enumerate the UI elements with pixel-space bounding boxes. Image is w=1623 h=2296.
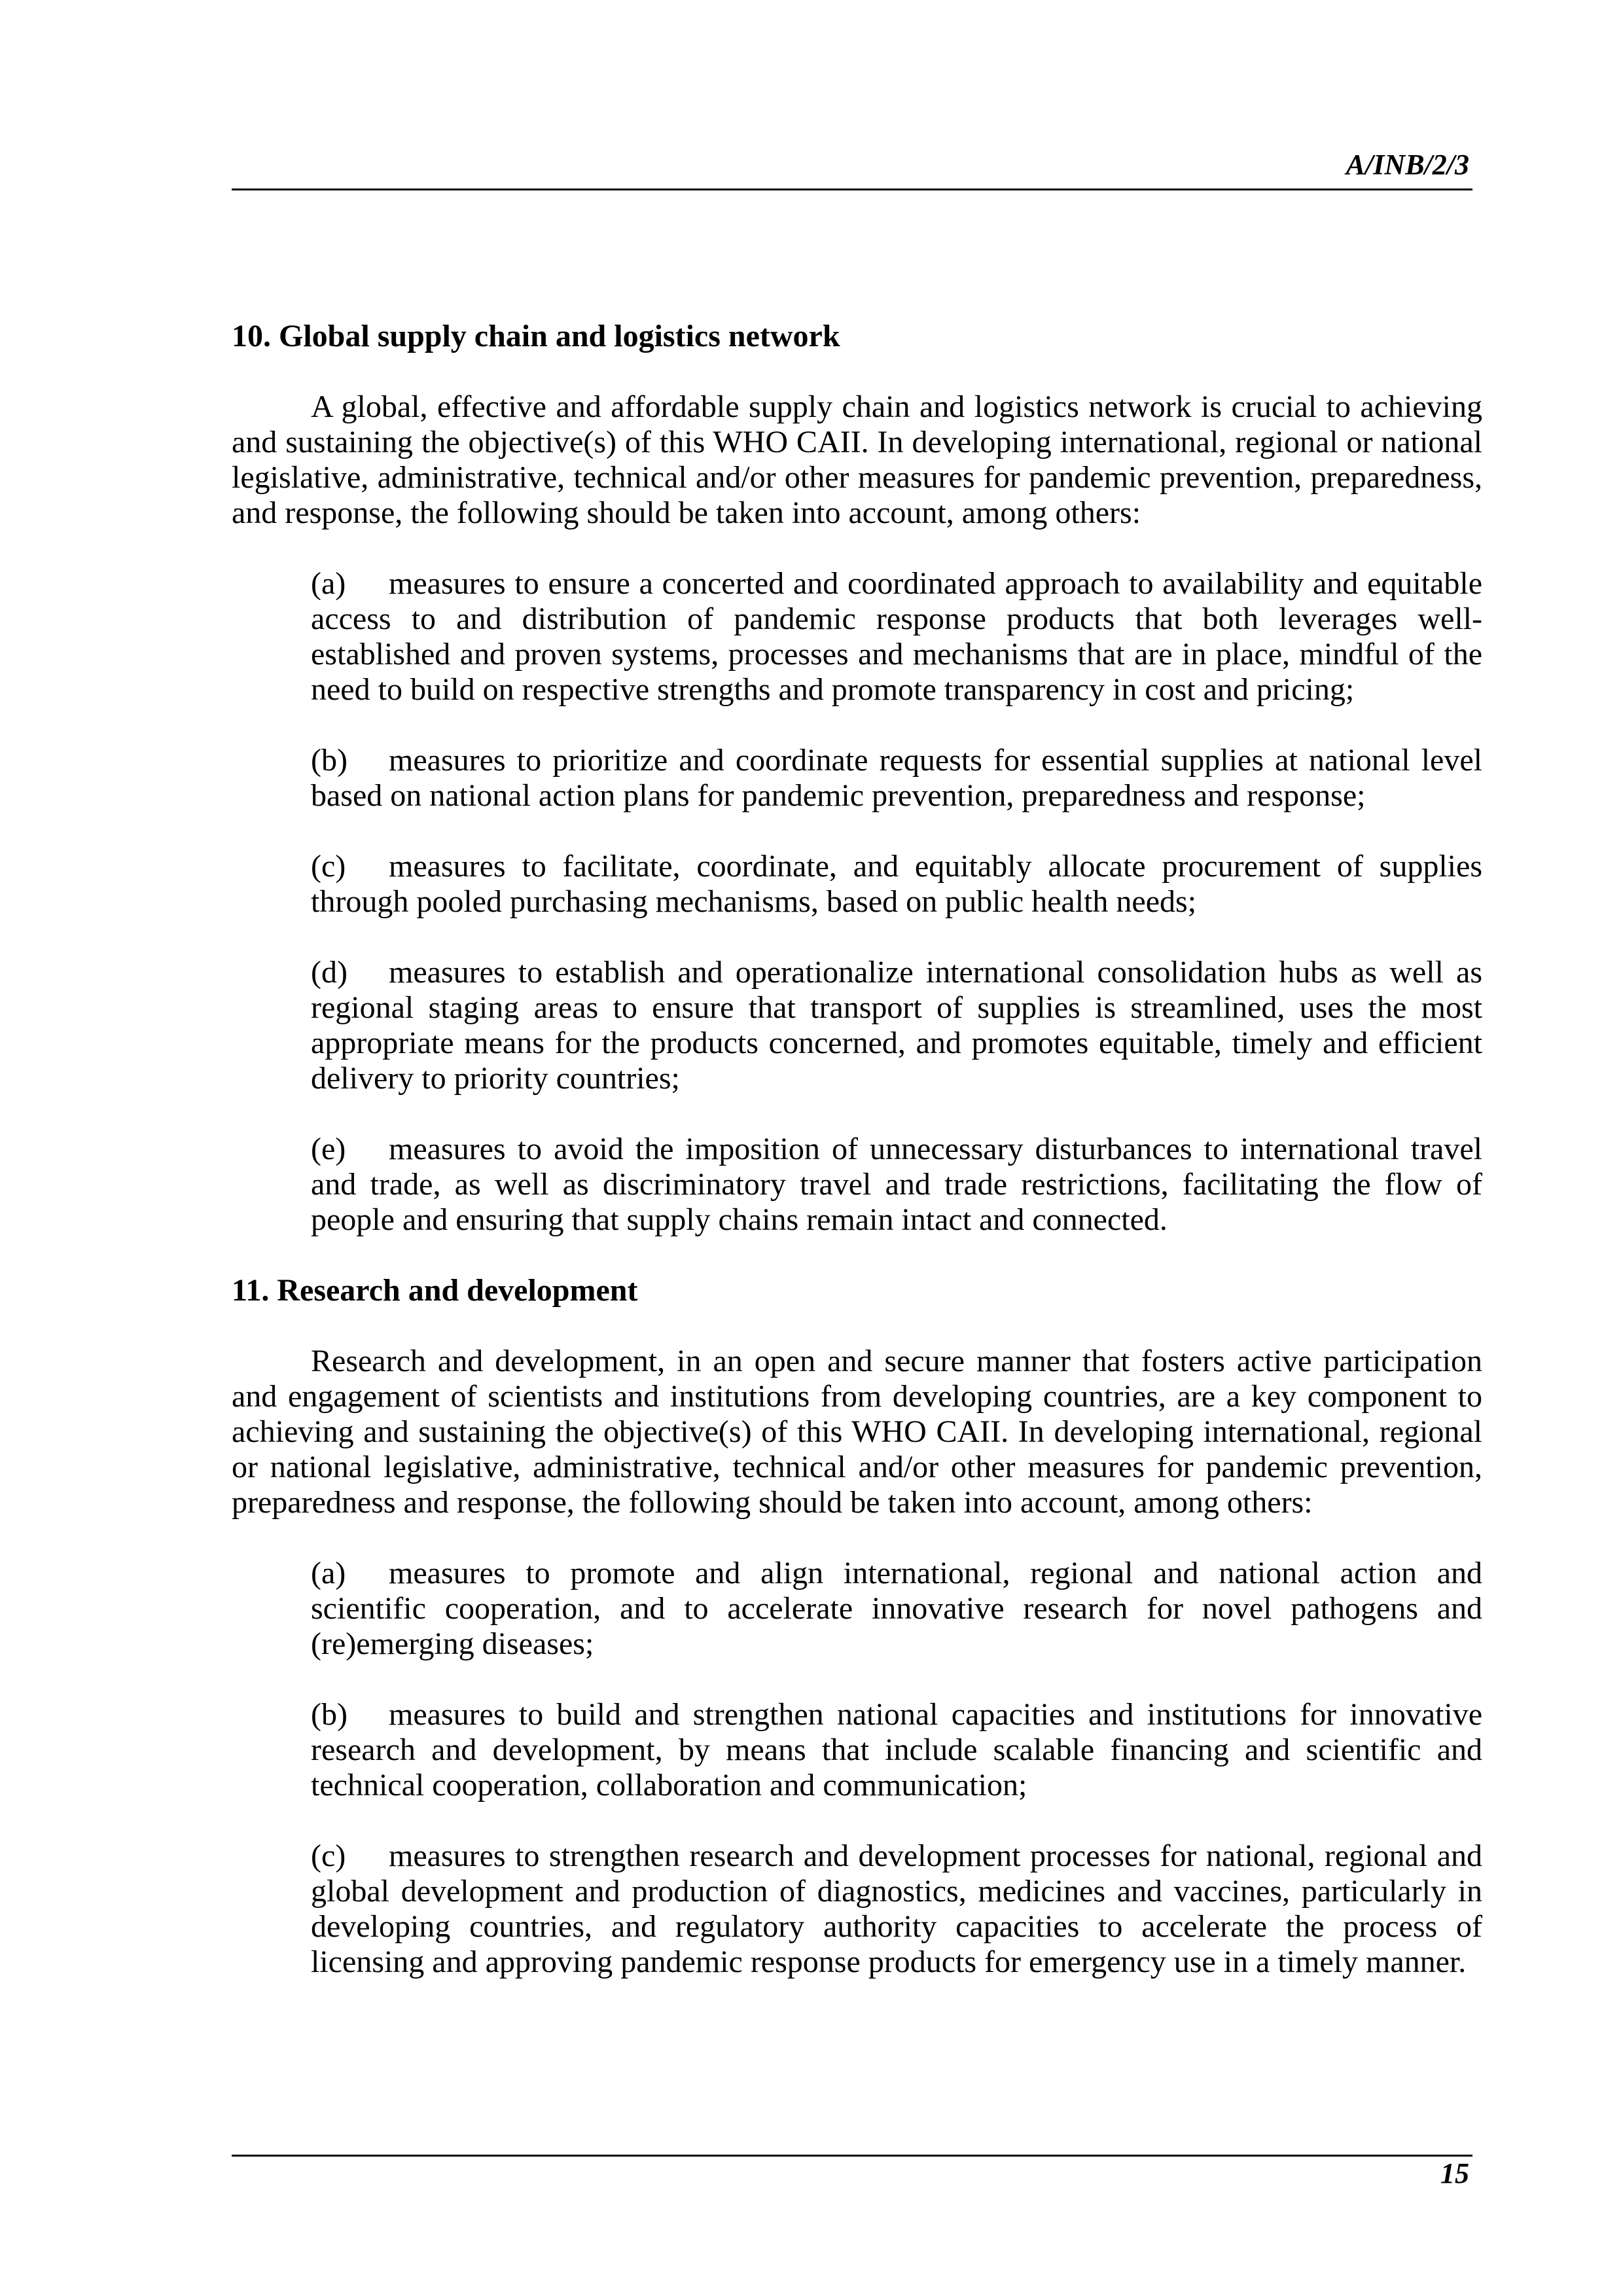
item-label: (a) (311, 566, 346, 601)
page-number: 15 (1440, 2157, 1469, 2189)
section-heading: 11. Research and development (232, 1273, 638, 1308)
document-symbol: A/INB/2/3 (1346, 149, 1469, 181)
item-label: (d) (311, 955, 348, 990)
item-label: (a) (311, 1556, 346, 1590)
list-item (311, 849, 1482, 920)
list-item (311, 1556, 1482, 1662)
item-text: measures to promote and align international, regional and national action and scientific cooperation, and to accelerate innovative research for novel pathogens and (re)emerging diseases; (311, 1556, 1482, 1661)
item-text: measures to avoid the imposition of unnecessary disturbances to international travel and trade, as well as discriminatory travel and trade restrictions, facilitating the flow of people and ensuring that supply chains remain intact and connected. (311, 1132, 1482, 1237)
list-item (311, 1839, 1482, 1980)
item-label: (c) (311, 849, 346, 884)
item-text: measures to facilitate, coordinate, and equitably allocate procurement of supplies through pooled purchasing mechanisms, based on public health needs; (311, 849, 1482, 919)
item-text: measures to strengthen research and development processes for national, regional and global development and production of diagnostics, medicines and vaccines, particularly in developing countries, and regulatory authority capacities to accelerate the process of licensing and approving pandemic response products for emergency use in a timely manner. (311, 1839, 1482, 1979)
item-text: measures to ensure a concerted and coordinated approach to availability and equitable access to and distribution of pandemic response products that both leverages well-established and proven systems, processes and mechanisms that are in place, mindful of the need to build on respective strengths and promote transparency in cost and pricing; (311, 566, 1482, 707)
footer-rule (232, 2155, 1472, 2157)
section-intro: A global, effective and affordable supply chain and logistics network is crucial to achieving and sustaining the objective(s) of this WHO CAII. In developing international, regional or national legislative, administrative, technical and/or other measures for pandemic prevention, preparedness, and response, the following should be taken into account, among others: (232, 389, 1482, 530)
item-label: (b) (311, 1697, 348, 1732)
list-item (311, 1697, 1482, 1803)
list-item (311, 955, 1482, 1096)
item-text: measures to build and strengthen national capacities and institutions for innovative research and development, by means that include scalable financing and scientific and technical cooperation, collaboration and communication; (311, 1697, 1482, 1803)
item-label: (c) (311, 1839, 346, 1873)
list-item (311, 566, 1482, 708)
header-rule (232, 188, 1472, 190)
item-label: (e) (311, 1132, 346, 1166)
list-item (311, 1132, 1482, 1238)
page-body (232, 319, 1482, 2015)
item-label: (b) (311, 743, 348, 778)
item-text: measures to prioritize and coordinate requests for essential supplies at national level based on national action plans for pandemic prevention, preparedness and response; (311, 743, 1482, 813)
item-text: measures to establish and operationalize international consolidation hubs as well as regional staging areas to ensure that transport of supplies is streamlined, uses the most appropriate means for the products concerned, and promotes equitable, timely and efficient delivery to priority countries; (311, 955, 1482, 1096)
section-intro: Research and development, in an open and secure manner that fosters active participation and engagement of scientists and institutions from developing countries, are a key component to achieving and sustaining the objective(s) of this WHO CAII. In developing international, regional or national legislative, administrative, technical and/or other measures for pandemic prevention, preparedness and response, the following should be taken into account, among others: (232, 1344, 1482, 1520)
list-item (311, 743, 1482, 814)
section-heading: 10. Global supply chain and logistics network (232, 319, 840, 353)
